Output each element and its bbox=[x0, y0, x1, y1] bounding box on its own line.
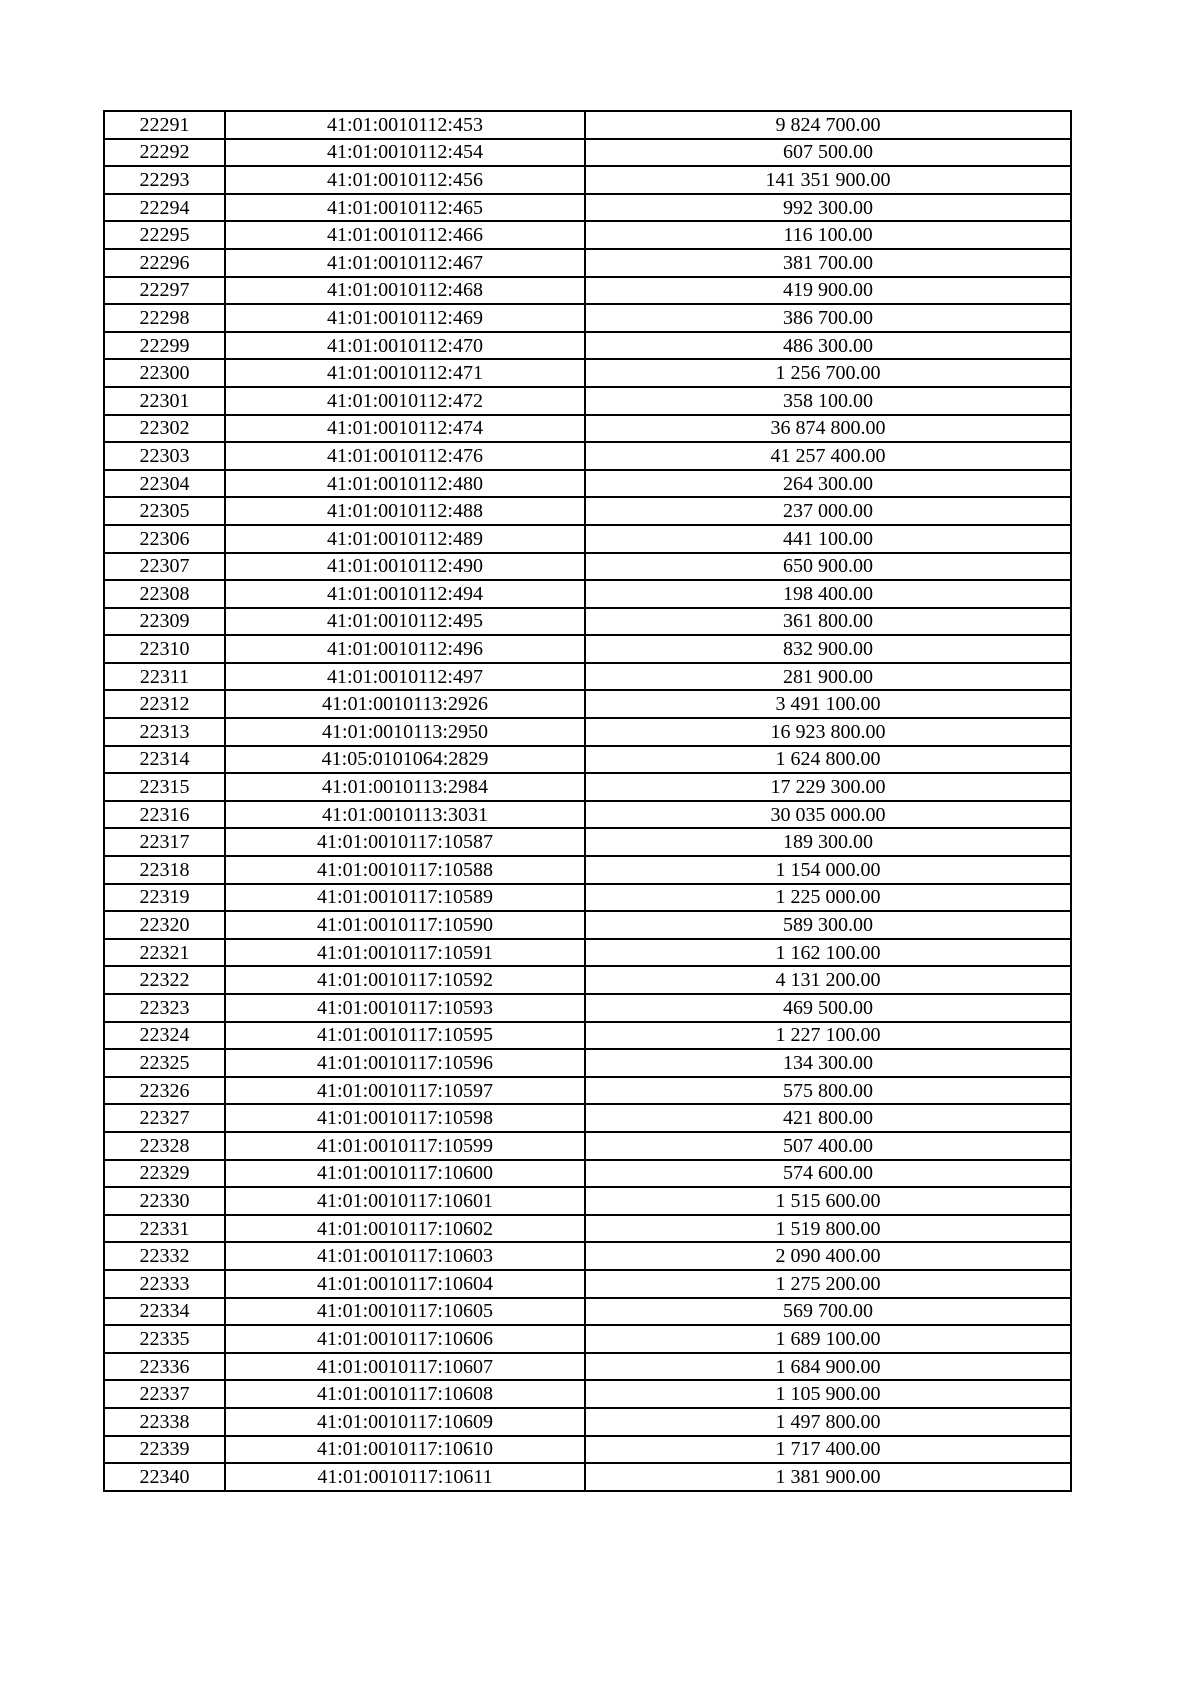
cadastral-number-cell: 41:01:0010112:476 bbox=[225, 442, 585, 470]
cadastral-value-cell: 1 684 900.00 bbox=[585, 1353, 1071, 1381]
cadastral-value-cell: 1 717 400.00 bbox=[585, 1436, 1071, 1464]
row-number-cell: 22292 bbox=[104, 139, 225, 167]
row-number-cell: 22312 bbox=[104, 690, 225, 718]
cadastral-value-table bbox=[103, 110, 1072, 1492]
table-row bbox=[104, 497, 1071, 525]
table-row bbox=[104, 1132, 1071, 1160]
table-row bbox=[104, 884, 1071, 912]
table-row bbox=[104, 139, 1071, 167]
cadastral-number-cell: 41:01:0010112:496 bbox=[225, 635, 585, 663]
table-row bbox=[104, 966, 1071, 994]
table-row bbox=[104, 1104, 1071, 1132]
table-row bbox=[104, 994, 1071, 1022]
cadastral-value-cell: 1 162 100.00 bbox=[585, 939, 1071, 967]
cadastral-number-cell: 41:01:0010117:10587 bbox=[225, 828, 585, 856]
cadastral-number-cell: 41:01:0010112:490 bbox=[225, 553, 585, 581]
cadastral-number-cell: 41:01:0010112:497 bbox=[225, 663, 585, 691]
table-row bbox=[104, 1270, 1071, 1298]
cadastral-number-cell: 41:01:0010117:10604 bbox=[225, 1270, 585, 1298]
cadastral-number-cell: 41:01:0010112:453 bbox=[225, 111, 585, 139]
row-number-cell: 22309 bbox=[104, 608, 225, 636]
cadastral-number-cell: 41:01:0010117:10588 bbox=[225, 856, 585, 884]
cadastral-value-cell: 141 351 900.00 bbox=[585, 166, 1071, 194]
cadastral-number-cell: 41:01:0010117:10602 bbox=[225, 1215, 585, 1243]
row-number-cell: 22322 bbox=[104, 966, 225, 994]
cadastral-value-cell: 30 035 000.00 bbox=[585, 801, 1071, 829]
cadastral-value-cell: 589 300.00 bbox=[585, 911, 1071, 939]
cadastral-value-cell: 421 800.00 bbox=[585, 1104, 1071, 1132]
cadastral-number-cell: 41:01:0010117:10591 bbox=[225, 939, 585, 967]
table-row bbox=[104, 1022, 1071, 1050]
table-row bbox=[104, 249, 1071, 277]
cadastral-number-cell: 41:01:0010112:480 bbox=[225, 470, 585, 498]
cadastral-value-cell: 469 500.00 bbox=[585, 994, 1071, 1022]
cadastral-number-cell: 41:01:0010117:10593 bbox=[225, 994, 585, 1022]
cadastral-number-cell: 41:01:0010117:10603 bbox=[225, 1242, 585, 1270]
cadastral-number-cell: 41:01:0010112:467 bbox=[225, 249, 585, 277]
cadastral-value-cell: 281 900.00 bbox=[585, 663, 1071, 691]
table-row bbox=[104, 635, 1071, 663]
cadastral-value-cell: 9 824 700.00 bbox=[585, 111, 1071, 139]
cadastral-number-cell: 41:01:0010112:470 bbox=[225, 332, 585, 360]
row-number-cell: 22315 bbox=[104, 773, 225, 801]
table-row bbox=[104, 1187, 1071, 1215]
row-number-cell: 22294 bbox=[104, 194, 225, 222]
row-number-cell: 22320 bbox=[104, 911, 225, 939]
cadastral-number-cell: 41:01:0010117:10597 bbox=[225, 1077, 585, 1105]
cadastral-value-cell: 1 381 900.00 bbox=[585, 1463, 1071, 1491]
cadastral-number-cell: 41:01:0010113:2926 bbox=[225, 690, 585, 718]
cadastral-number-cell: 41:01:0010117:10608 bbox=[225, 1380, 585, 1408]
row-number-cell: 22337 bbox=[104, 1380, 225, 1408]
cadastral-number-cell: 41:01:0010112:465 bbox=[225, 194, 585, 222]
table-row bbox=[104, 1325, 1071, 1353]
cadastral-number-cell: 41:01:0010117:10600 bbox=[225, 1160, 585, 1188]
row-number-cell: 22296 bbox=[104, 249, 225, 277]
cadastral-number-cell: 41:01:0010112:468 bbox=[225, 277, 585, 305]
table-row bbox=[104, 221, 1071, 249]
cadastral-number-cell: 41:01:0010117:10611 bbox=[225, 1463, 585, 1491]
cadastral-number-cell: 41:01:0010112:495 bbox=[225, 608, 585, 636]
row-number-cell: 22299 bbox=[104, 332, 225, 360]
cadastral-value-cell: 1 624 800.00 bbox=[585, 746, 1071, 774]
table-row bbox=[104, 1436, 1071, 1464]
table-row bbox=[104, 387, 1071, 415]
row-number-cell: 22297 bbox=[104, 277, 225, 305]
cadastral-number-cell: 41:01:0010117:10610 bbox=[225, 1436, 585, 1464]
cadastral-number-cell: 41:01:0010117:10609 bbox=[225, 1408, 585, 1436]
row-number-cell: 22335 bbox=[104, 1325, 225, 1353]
cadastral-value-cell: 486 300.00 bbox=[585, 332, 1071, 360]
cadastral-number-cell: 41:01:0010117:10605 bbox=[225, 1298, 585, 1326]
table-row bbox=[104, 580, 1071, 608]
cadastral-number-cell: 41:01:0010113:2950 bbox=[225, 718, 585, 746]
cadastral-value-cell: 1 154 000.00 bbox=[585, 856, 1071, 884]
row-number-cell: 22326 bbox=[104, 1077, 225, 1105]
row-number-cell: 22331 bbox=[104, 1215, 225, 1243]
cadastral-value-cell: 1 105 900.00 bbox=[585, 1380, 1071, 1408]
cadastral-value-cell: 992 300.00 bbox=[585, 194, 1071, 222]
row-number-cell: 22305 bbox=[104, 497, 225, 525]
cadastral-number-cell: 41:01:0010112:471 bbox=[225, 359, 585, 387]
row-number-cell: 22303 bbox=[104, 442, 225, 470]
cadastral-value-cell: 650 900.00 bbox=[585, 553, 1071, 581]
cadastral-number-cell: 41:01:0010117:10607 bbox=[225, 1353, 585, 1381]
row-number-cell: 22329 bbox=[104, 1160, 225, 1188]
row-number-cell: 22302 bbox=[104, 415, 225, 443]
table-row bbox=[104, 608, 1071, 636]
row-number-cell: 22321 bbox=[104, 939, 225, 967]
cadastral-number-cell: 41:01:0010117:10601 bbox=[225, 1187, 585, 1215]
cadastral-value-cell: 575 800.00 bbox=[585, 1077, 1071, 1105]
row-number-cell: 22316 bbox=[104, 801, 225, 829]
cadastral-value-cell: 17 229 300.00 bbox=[585, 773, 1071, 801]
cadastral-value-cell: 574 600.00 bbox=[585, 1160, 1071, 1188]
row-number-cell: 22332 bbox=[104, 1242, 225, 1270]
row-number-cell: 22318 bbox=[104, 856, 225, 884]
row-number-cell: 22319 bbox=[104, 884, 225, 912]
cadastral-number-cell: 41:01:0010112:489 bbox=[225, 525, 585, 553]
cadastral-number-cell: 41:01:0010117:10595 bbox=[225, 1022, 585, 1050]
cadastral-value-cell: 386 700.00 bbox=[585, 304, 1071, 332]
cadastral-value-cell: 607 500.00 bbox=[585, 139, 1071, 167]
row-number-cell: 22298 bbox=[104, 304, 225, 332]
table-row bbox=[104, 746, 1071, 774]
table-row bbox=[104, 304, 1071, 332]
row-number-cell: 22311 bbox=[104, 663, 225, 691]
row-number-cell: 22327 bbox=[104, 1104, 225, 1132]
row-number-cell: 22340 bbox=[104, 1463, 225, 1491]
row-number-cell: 22310 bbox=[104, 635, 225, 663]
cadastral-value-cell: 237 000.00 bbox=[585, 497, 1071, 525]
cadastral-number-cell: 41:01:0010112:454 bbox=[225, 139, 585, 167]
cadastral-value-cell: 381 700.00 bbox=[585, 249, 1071, 277]
cadastral-value-cell: 832 900.00 bbox=[585, 635, 1071, 663]
table-row bbox=[104, 1353, 1071, 1381]
cadastral-number-cell: 41:01:0010117:10596 bbox=[225, 1049, 585, 1077]
cadastral-value-cell: 189 300.00 bbox=[585, 828, 1071, 856]
table-row bbox=[104, 442, 1071, 470]
table-row bbox=[104, 1049, 1071, 1077]
row-number-cell: 22333 bbox=[104, 1270, 225, 1298]
cadastral-number-cell: 41:01:0010112:494 bbox=[225, 580, 585, 608]
row-number-cell: 22334 bbox=[104, 1298, 225, 1326]
cadastral-number-cell: 41:01:0010112:469 bbox=[225, 304, 585, 332]
cadastral-value-cell: 1 515 600.00 bbox=[585, 1187, 1071, 1215]
table-row bbox=[104, 359, 1071, 387]
row-number-cell: 22306 bbox=[104, 525, 225, 553]
cadastral-value-cell: 507 400.00 bbox=[585, 1132, 1071, 1160]
cadastral-value-cell: 16 923 800.00 bbox=[585, 718, 1071, 746]
cadastral-value-cell: 41 257 400.00 bbox=[585, 442, 1071, 470]
table-row bbox=[104, 1408, 1071, 1436]
table-row bbox=[104, 111, 1071, 139]
table-row bbox=[104, 801, 1071, 829]
table-row bbox=[104, 773, 1071, 801]
row-number-cell: 22308 bbox=[104, 580, 225, 608]
row-number-cell: 22330 bbox=[104, 1187, 225, 1215]
table-row bbox=[104, 1463, 1071, 1491]
table-row bbox=[104, 332, 1071, 360]
table-row bbox=[104, 690, 1071, 718]
cadastral-value-cell: 2 090 400.00 bbox=[585, 1242, 1071, 1270]
cadastral-value-cell: 1 256 700.00 bbox=[585, 359, 1071, 387]
row-number-cell: 22301 bbox=[104, 387, 225, 415]
table-row bbox=[104, 1298, 1071, 1326]
row-number-cell: 22323 bbox=[104, 994, 225, 1022]
table-row bbox=[104, 663, 1071, 691]
table-row bbox=[104, 1160, 1071, 1188]
cadastral-value-cell: 36 874 800.00 bbox=[585, 415, 1071, 443]
cadastral-number-cell: 41:01:0010112:472 bbox=[225, 387, 585, 415]
table-row bbox=[104, 553, 1071, 581]
cadastral-value-cell: 569 700.00 bbox=[585, 1298, 1071, 1326]
cadastral-value-cell: 1 275 200.00 bbox=[585, 1270, 1071, 1298]
cadastral-value-cell: 358 100.00 bbox=[585, 387, 1071, 415]
cadastral-number-cell: 41:01:0010117:10606 bbox=[225, 1325, 585, 1353]
table-row bbox=[104, 470, 1071, 498]
row-number-cell: 22293 bbox=[104, 166, 225, 194]
cadastral-number-cell: 41:05:0101064:2829 bbox=[225, 746, 585, 774]
cadastral-number-cell: 41:01:0010113:3031 bbox=[225, 801, 585, 829]
cadastral-number-cell: 41:01:0010112:466 bbox=[225, 221, 585, 249]
cadastral-value-cell: 419 900.00 bbox=[585, 277, 1071, 305]
cadastral-value-cell: 3 491 100.00 bbox=[585, 690, 1071, 718]
cadastral-value-cell: 134 300.00 bbox=[585, 1049, 1071, 1077]
row-number-cell: 22300 bbox=[104, 359, 225, 387]
cadastral-number-cell: 41:01:0010113:2984 bbox=[225, 773, 585, 801]
cadastral-value-cell: 361 800.00 bbox=[585, 608, 1071, 636]
row-number-cell: 22304 bbox=[104, 470, 225, 498]
row-number-cell: 22317 bbox=[104, 828, 225, 856]
cadastral-value-cell: 1 497 800.00 bbox=[585, 1408, 1071, 1436]
row-number-cell: 22338 bbox=[104, 1408, 225, 1436]
cadastral-number-cell: 41:01:0010112:456 bbox=[225, 166, 585, 194]
cadastral-number-cell: 41:01:0010117:10590 bbox=[225, 911, 585, 939]
table-row bbox=[104, 718, 1071, 746]
row-number-cell: 22314 bbox=[104, 746, 225, 774]
table-row bbox=[104, 166, 1071, 194]
table-row bbox=[104, 415, 1071, 443]
row-number-cell: 22324 bbox=[104, 1022, 225, 1050]
table-row bbox=[104, 277, 1071, 305]
table-row bbox=[104, 1380, 1071, 1408]
row-number-cell: 22307 bbox=[104, 553, 225, 581]
row-number-cell: 22325 bbox=[104, 1049, 225, 1077]
cadastral-value-cell: 1 227 100.00 bbox=[585, 1022, 1071, 1050]
table-row bbox=[104, 1242, 1071, 1270]
row-number-cell: 22339 bbox=[104, 1436, 225, 1464]
cadastral-number-cell: 41:01:0010112:474 bbox=[225, 415, 585, 443]
cadastral-number-cell: 41:01:0010117:10598 bbox=[225, 1104, 585, 1132]
cadastral-value-cell: 1 519 800.00 bbox=[585, 1215, 1071, 1243]
cadastral-value-cell: 441 100.00 bbox=[585, 525, 1071, 553]
table-row bbox=[104, 939, 1071, 967]
cadastral-number-cell: 41:01:0010117:10592 bbox=[225, 966, 585, 994]
cadastral-value-cell: 116 100.00 bbox=[585, 221, 1071, 249]
cadastral-number-cell: 41:01:0010117:10599 bbox=[225, 1132, 585, 1160]
cadastral-value-cell: 1 225 000.00 bbox=[585, 884, 1071, 912]
table-row bbox=[104, 525, 1071, 553]
table-row bbox=[104, 1077, 1071, 1105]
cadastral-value-cell: 198 400.00 bbox=[585, 580, 1071, 608]
cadastral-value-cell: 1 689 100.00 bbox=[585, 1325, 1071, 1353]
table-row bbox=[104, 1215, 1071, 1243]
table-body bbox=[104, 111, 1071, 1491]
row-number-cell: 22328 bbox=[104, 1132, 225, 1160]
row-number-cell: 22295 bbox=[104, 221, 225, 249]
table-row bbox=[104, 828, 1071, 856]
table-row bbox=[104, 194, 1071, 222]
row-number-cell: 22313 bbox=[104, 718, 225, 746]
row-number-cell: 22336 bbox=[104, 1353, 225, 1381]
table-row bbox=[104, 911, 1071, 939]
cadastral-value-cell: 264 300.00 bbox=[585, 470, 1071, 498]
table-row bbox=[104, 856, 1071, 884]
row-number-cell: 22291 bbox=[104, 111, 225, 139]
cadastral-value-cell: 4 131 200.00 bbox=[585, 966, 1071, 994]
cadastral-number-cell: 41:01:0010117:10589 bbox=[225, 884, 585, 912]
cadastral-number-cell: 41:01:0010112:488 bbox=[225, 497, 585, 525]
